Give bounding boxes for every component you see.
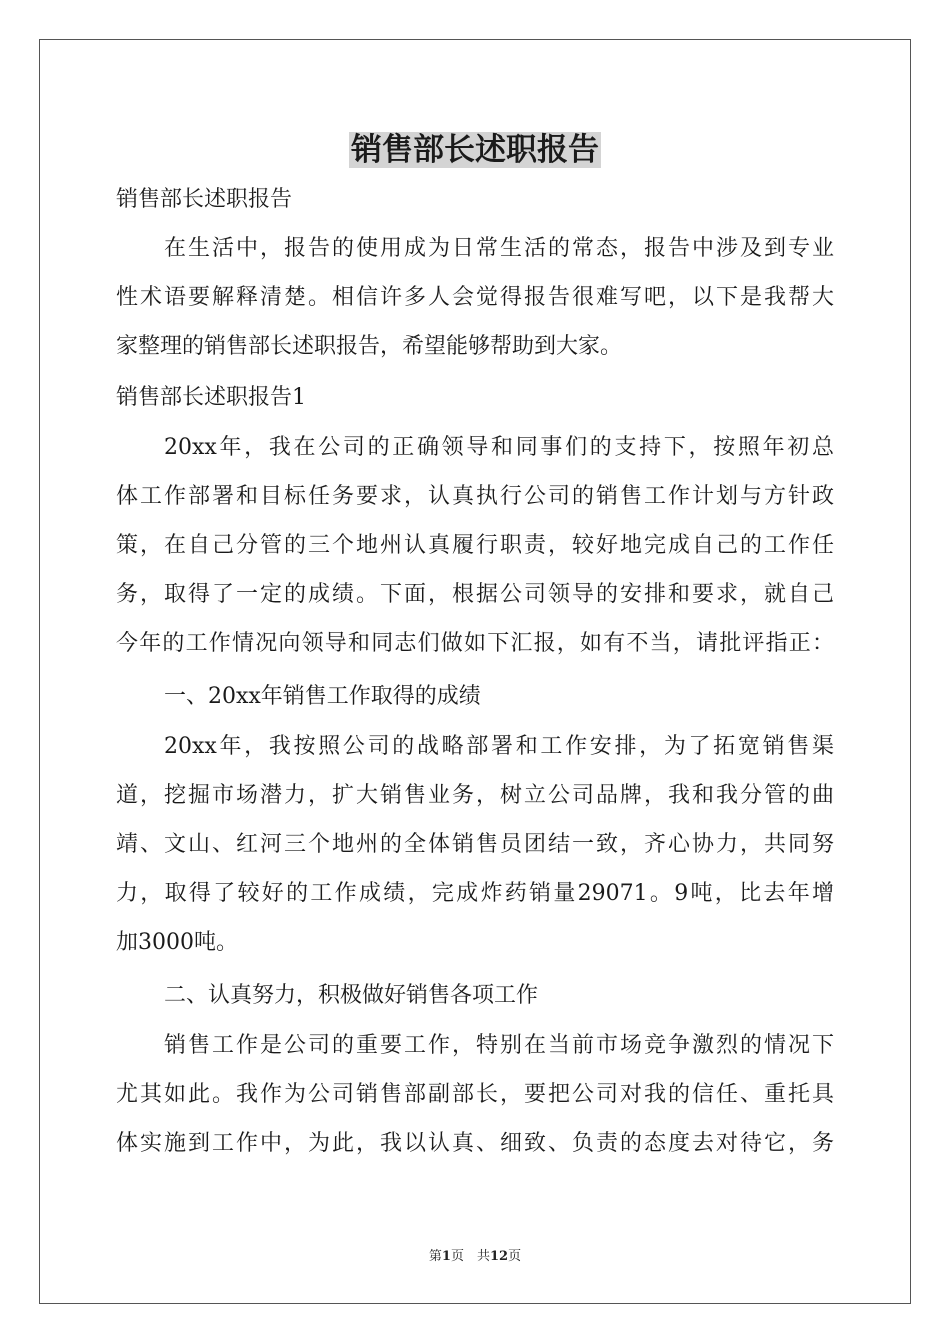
paragraph-line: 道，挖掘市场潜力，扩大销售业务，树立公司品牌，我和我分管的曲 <box>116 783 834 808</box>
body-paragraph-2 <box>116 732 834 977</box>
footer-text: 页 <box>508 1249 522 1264</box>
intro-line: 性术语要解释清楚。相信许多人会觉得报告很难写吧，以下是我帮大 <box>116 285 834 310</box>
page-footer <box>0 1248 950 1266</box>
footer-text: 第 <box>428 1249 442 1264</box>
paragraph-line: 20xx年，我按照公司的战略部署和工作安排，为了拓宽销售渠 <box>164 734 834 759</box>
paragraph-line: 20xx年，我在公司的正确领导和同事们的支持下，按照年初总 <box>164 435 834 460</box>
body-paragraph-1 <box>116 433 834 678</box>
paragraph-line: 靖、文山、红河三个地州的全体销售员团结一致，齐心协力，共同努 <box>116 832 834 857</box>
paragraph-line: 务，取得了一定的成绩。下面，根据公司领导的安排和要求，就自己 <box>116 582 834 607</box>
document-subtitle: 销售部长述职报告 <box>116 187 293 212</box>
paragraph-line: 力，取得了较好的工作成绩，完成炸药销量29071。9吨，比去年增 <box>116 881 834 906</box>
paragraph-line: 策，在自己分管的三个地州认真履行职责，较好地完成自己的工作任 <box>116 533 834 558</box>
paragraph-line: 今年的工作情况向领导和同志们做如下汇报，如有不当，请批评指正： <box>116 631 834 656</box>
intro-paragraph <box>116 234 834 381</box>
document-title: 销售部长述职报告 <box>351 132 599 168</box>
paragraph-line: 尤其如此。我作为公司销售部副部长，要把公司对我的信任、重托具 <box>116 1082 834 1107</box>
paragraph-line: 销售工作是公司的重要工作，特别在当前市场竞争激烈的情况下 <box>164 1033 834 1058</box>
intro-line: 在生活中，报告的使用成为日常生活的常态，报告中涉及到专业 <box>164 236 834 261</box>
footer-text: 页 共 <box>450 1249 490 1264</box>
body-paragraph-3 <box>116 1031 834 1178</box>
subsection-heading-2: 二、认真努力，积极做好销售各项工作 <box>164 983 539 1008</box>
paragraph-line: 体工作部署和目标任务要求，认真执行公司的销售工作计划与方针政 <box>116 484 834 509</box>
paragraph-line: 体实施到工作中，为此，我以认真、细致、负责的态度去对待它，务 <box>116 1131 834 1156</box>
section-heading: 销售部长述职报告1 <box>116 385 306 410</box>
total-page-count: 12 <box>489 1249 509 1264</box>
current-page-number: 1 <box>441 1249 451 1264</box>
paragraph-line: 加3000吨。 <box>116 930 238 955</box>
intro-line: 家整理的销售部长述职报告，希望能够帮助到大家。 <box>116 334 623 359</box>
subsection-heading-1: 一、20xx年销售工作取得的成绩 <box>164 684 481 709</box>
